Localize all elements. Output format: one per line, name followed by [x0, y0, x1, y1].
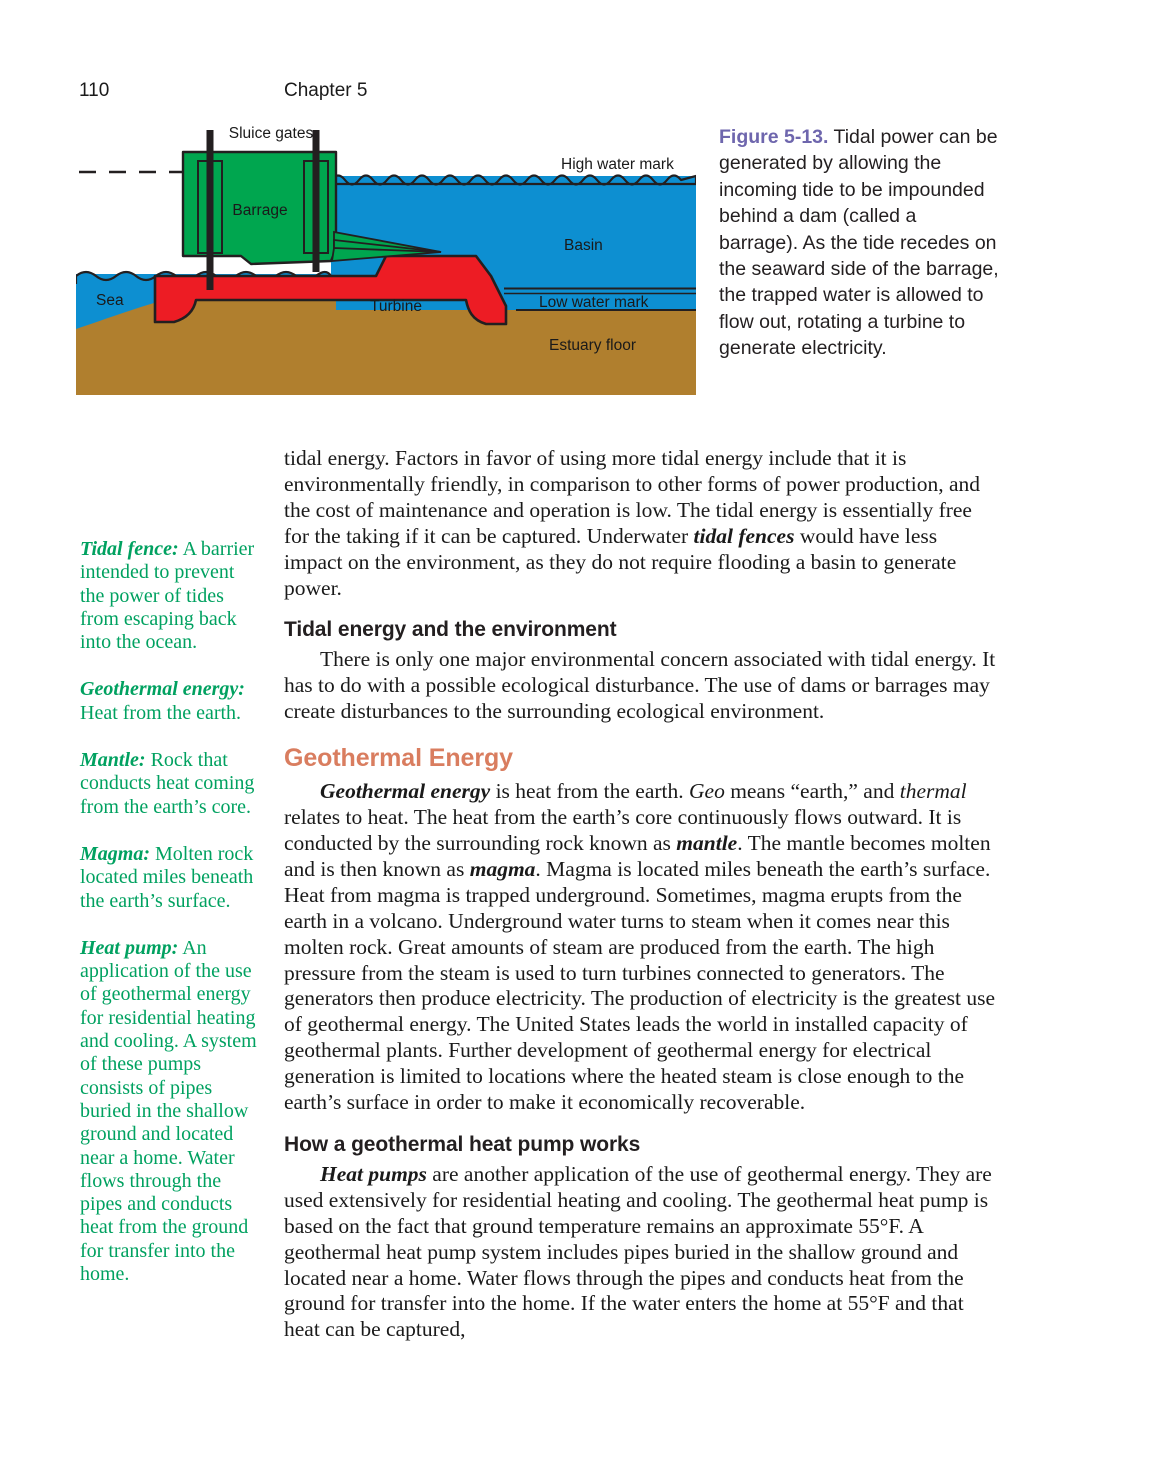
glossary-term: Heat pump: — [80, 936, 179, 959]
glossary-definition: Heat from the earth. — [80, 701, 242, 724]
heading-tidal-energy-environment: Tidal energy and the environment — [284, 618, 617, 642]
glossary-definition: Molten rock located miles beneath the earth’s surface. — [80, 842, 254, 912]
glossary-definition: Rock that conducts heat coming from the earth’s core. — [80, 749, 255, 818]
glossary-entry-mantle — [80, 749, 258, 819]
glossary-entry-magma — [80, 843, 258, 913]
paragraph-tidal-environment: There is only one major environmental concern associated with tidal energy. It has to do with a possible ecological disturbance. The use of dams or barrages may create disturbances to the surrounding ecological environment. — [284, 647, 996, 724]
glossary-entry-geothermal-energy — [80, 678, 258, 725]
paragraph-tidal-continued — [284, 446, 1000, 601]
emphasis-mantle: mantle — [676, 830, 738, 855]
running-head — [0, 80, 1156, 104]
label-low-water-mark: Low water mark — [539, 294, 649, 311]
paragraph-text-end: would have less impact on the environment, as they do not require flooding a basin to generate power. — [284, 523, 957, 600]
emphasis-thermal: thermal — [899, 779, 967, 804]
figure-5-13-diagram — [76, 124, 696, 395]
paragraph-text: . The mantle becomes molten and is then known as — [284, 830, 991, 881]
glossary-term: Geothermal energy: — [80, 678, 245, 701]
paragraph-text: are another application of the use of geothermal energy. They are used extensively for residential heating and cooling. The geothermal heat pump is based on the fact that ground temperature remains an approximate 55°F. A geothermal heat pump system includes pipes buried in the shallow ground and located near a home. Water flows through the pipes and conducts heat from the ground for transfer into the home. If the water enters the home at 55°F and that heat can be captured, — [284, 1161, 992, 1342]
emphasis-geo: Geo — [689, 779, 725, 804]
figure-caption-text: Tidal power can be generated by allowing the incoming tide to be impounded behind a dam (called a barrage). As the tide recedes on the seaward side of the barrage, the trapped water is allowed to flow out, rotating a turbine to generate electricity. — [719, 126, 999, 360]
paragraph-text: is heat from the earth. — [490, 779, 689, 804]
emphasis-geothermal-energy: Geothermal energy — [320, 779, 491, 804]
page-number: 110 — [79, 80, 110, 101]
heading-geothermal-energy: Geothermal Energy — [284, 744, 513, 773]
paragraph-text: means “earth,” and — [724, 779, 900, 804]
label-sea: Sea — [96, 292, 124, 309]
glossary-entry-heat-pump — [80, 937, 258, 1286]
paragraph-text: . Magma is located miles beneath the earth’s surface. Heat from magma is trapped underground. Sometimes, magma erupts from the earth in a volcano. Underground water turns to steam when it comes near this molten rock. Great amounts of steam are produced from the earth. The high pressure from the steam is used to turn turbines connected to generators. The generators then produce electricity. The production of electricity is the greatest use of geothermal energy. The United States leads the world in installed capacity of geothermal plants. Further development of geothermal energy for electrical generation is limited to locations where the heated steam is close enough to the earth’s surface in order to make it economically recoverable. — [284, 856, 996, 1115]
glossary-definition: An application of the use of geothermal energy for residential heating and cooling. A system of these pumps consists of pipes buried in the shallow ground and located near a home. Water flows through the pipes and conducts heat from the ground for transfer into the home. — [80, 936, 257, 1286]
paragraph-geothermal-intro — [284, 779, 1000, 1116]
figure-number: Figure 5-13. — [719, 126, 829, 148]
label-turbine: Turbine — [370, 298, 422, 315]
margin-glossary-column — [80, 518, 258, 1310]
glossary-term: Mantle: — [80, 749, 146, 772]
glossary-entry-tidal-fence — [80, 538, 258, 654]
figure-caption — [719, 124, 999, 362]
glossary-term: Tidal fence: — [80, 538, 179, 560]
label-estuary-floor: Estuary floor — [549, 337, 637, 354]
label-basin: Basin — [564, 237, 603, 254]
paragraph-text: tidal energy. Factors in favor of using more tidal energy include that it is environmentally friendly, in comparison to other forms of power production, and the cost of maintenance and operation is low. The tidal energy is essentially free for the taking if it can be captured. Underwater — [284, 446, 980, 548]
emphasis-magma: magma — [469, 856, 536, 881]
paragraph-heat-pumps — [284, 1162, 1000, 1343]
main-body-column — [284, 446, 1000, 1343]
glossary-definition: A barrier intended to prevent the power of tides from escaping back into the ocean. — [80, 538, 255, 654]
chapter-label: Chapter 5 — [284, 80, 368, 101]
emphasis-tidal-fences: tidal fences — [693, 523, 795, 548]
emphasis-heat-pumps: Heat pumps — [320, 1161, 427, 1186]
paragraph-text: relates to heat. The heat from the earth’s core continuously flows outward. It is conducted by the surrounding rock known as — [284, 805, 962, 855]
label-barrage: Barrage — [232, 202, 288, 219]
label-sluice-gates: Sluice gates — [228, 125, 314, 142]
label-high-water-mark: High water mark — [561, 156, 674, 173]
glossary-term: Magma: — [80, 842, 150, 865]
heading-how-heat-pump-works: How a geothermal heat pump works — [284, 1132, 641, 1156]
